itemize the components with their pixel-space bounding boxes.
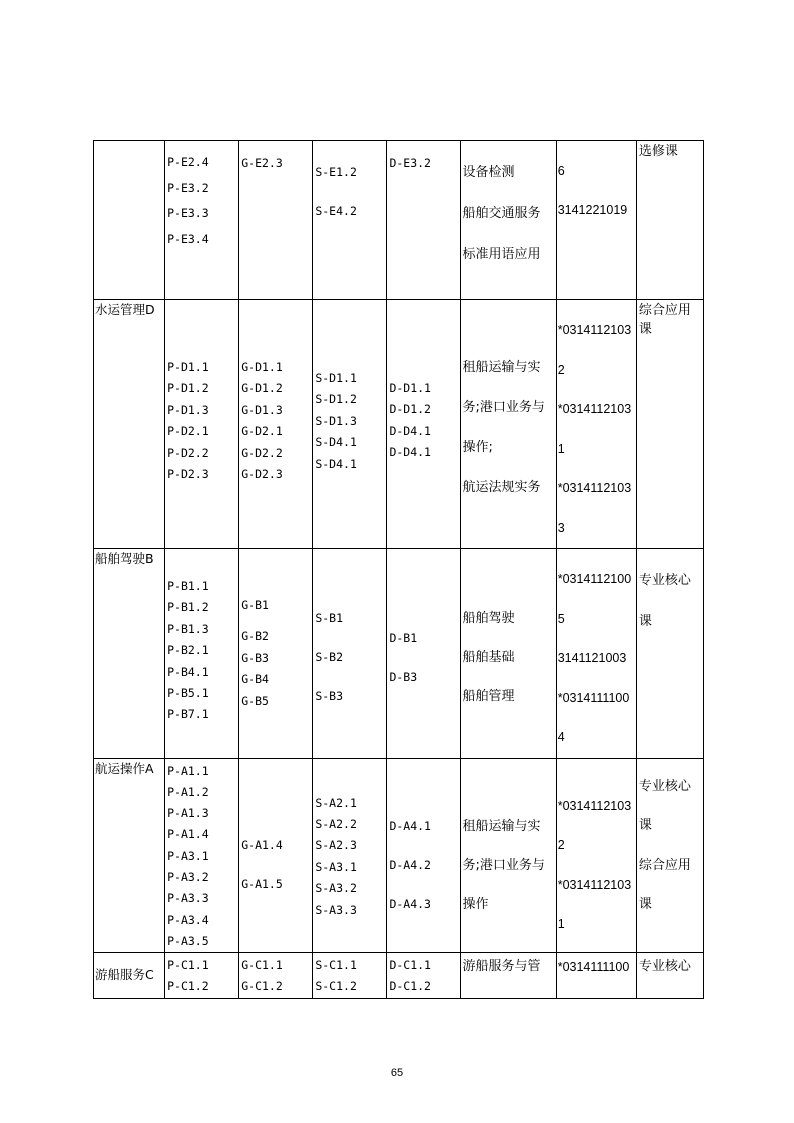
p-code: P-B1.3 [167, 621, 209, 636]
s-code: S-D1.2 [315, 392, 357, 407]
d-code: D-D1.1 [389, 381, 431, 395]
course-code-cell [556, 300, 636, 549]
course-type: 课 [638, 614, 652, 629]
course-type: 课 [638, 897, 652, 912]
g-code: G-B1 [241, 598, 269, 612]
d-codes-cell [387, 141, 460, 300]
course-code-cell [556, 953, 636, 999]
course-code: 3141121003 [557, 651, 627, 665]
s-code: S-E4.2 [315, 204, 357, 218]
course-type: 综合应用 [638, 857, 691, 873]
g-code: G-C1.2 [241, 979, 283, 994]
s-codes-cell [313, 141, 387, 300]
course-name: 船舶交通服务 [462, 206, 541, 221]
d-code: D-D1.2 [389, 402, 431, 417]
s-codes-cell [313, 953, 387, 999]
d-codes-cell [387, 953, 460, 999]
course-name: 船舶基础 [462, 650, 515, 665]
p-code: P-D2.2 [167, 445, 209, 460]
course-type-cell [636, 758, 703, 953]
p-code: P-D1.2 [167, 381, 209, 396]
course-type: 专业核心 [638, 778, 691, 794]
course-code: *0314112103 [557, 877, 632, 892]
g-code: G-D2.2 [241, 445, 283, 460]
p-codes-cell [165, 549, 239, 759]
p-code: P-A1.3 [167, 806, 209, 821]
curriculum-table [93, 140, 704, 999]
s-code: S-A2.1 [315, 795, 357, 810]
course-cell [460, 141, 556, 300]
s-code: S-B2 [315, 650, 344, 664]
area-cell [94, 758, 165, 953]
g-code: G-A1.5 [241, 876, 283, 891]
d-code: D-D4.1 [389, 423, 431, 438]
p-code: P-D2.3 [167, 467, 209, 482]
course-type: 专业核心 [638, 959, 691, 975]
course-name: 航运法规实务 [462, 480, 541, 495]
course-cell [460, 758, 556, 953]
table-row [94, 141, 704, 300]
course-code: *0314112103 [557, 481, 632, 495]
p-code: P-C1.2 [167, 979, 209, 994]
page-number: 65 [390, 1067, 404, 1079]
course-name: 船舶驾驶 [462, 611, 515, 626]
g-codes-cell [239, 300, 313, 549]
p-codes-cell [165, 758, 239, 953]
area-cell [94, 300, 165, 549]
table-row [94, 953, 704, 999]
s-code: S-D1.3 [315, 413, 357, 428]
course-name: 租船运输与实 [462, 818, 541, 834]
g-code: G-B4 [241, 672, 269, 687]
course-code: *0314112103 [557, 323, 632, 337]
p-code: P-A3.3 [167, 891, 209, 906]
p-code: P-A1.2 [167, 784, 209, 799]
course-code: 3141221019 [557, 203, 628, 217]
p-code: P-B1.2 [167, 600, 209, 615]
d-code: D-E3.2 [389, 156, 431, 170]
s-code: S-D1.1 [315, 371, 357, 385]
area-label: 航运操作A [95, 760, 154, 776]
course-code: 2 [557, 838, 565, 852]
course-type: 综合应用 [638, 303, 691, 318]
course-code: 2 [557, 362, 565, 377]
course-code: 6 [557, 164, 565, 178]
g-code: G-B2 [241, 629, 269, 644]
area-label: 游船服务C [95, 967, 154, 983]
course-code: *0314111100 [557, 960, 630, 975]
p-code: P-B4.1 [167, 664, 209, 679]
s-code: S-D4.1 [315, 435, 357, 450]
course-cell [460, 953, 556, 999]
area-cell [94, 549, 165, 759]
p-code: P-A3.4 [167, 912, 209, 927]
d-code: D-C1.2 [389, 979, 431, 994]
g-code: G-D1.1 [241, 360, 283, 374]
s-code: S-A2.2 [315, 816, 357, 831]
p-code: P-B7.1 [167, 707, 209, 722]
area-label: 船舶驾驶B [95, 551, 154, 566]
p-code: P-E3.3 [167, 206, 209, 220]
course-name: 游船服务与管 [462, 959, 541, 975]
course-name: 船舶管理 [462, 689, 515, 704]
g-code: G-B5 [241, 693, 269, 708]
course-type-cell [636, 549, 703, 759]
course-code: 1 [557, 441, 565, 456]
course-type: 课 [638, 322, 652, 337]
course-code: *0314112103 [557, 798, 632, 813]
g-code: G-C1.1 [241, 958, 283, 973]
course-type: 课 [638, 818, 652, 833]
d-code: D-C1.1 [389, 958, 431, 973]
s-code: S-B1 [315, 611, 344, 625]
course-code-cell [556, 758, 636, 953]
course-code: 3 [557, 520, 565, 535]
area-label: 水运管理D [95, 302, 155, 317]
p-code: P-A3.1 [167, 848, 209, 863]
p-code: P-B5.1 [167, 686, 209, 701]
course-code: 4 [557, 730, 565, 744]
course-code-cell [556, 549, 636, 759]
g-code: G-D1.3 [241, 402, 283, 417]
g-code: G-A1.4 [241, 837, 283, 852]
table-row [94, 549, 704, 759]
area-cell [94, 953, 165, 999]
course-type: 选修课 [638, 144, 678, 159]
p-code: P-D1.1 [167, 360, 209, 374]
course-cell [460, 549, 556, 759]
table-row [94, 758, 704, 953]
p-code: P-D2.1 [167, 424, 209, 439]
course-code: *0314112100 [557, 572, 632, 586]
table-row [94, 300, 704, 549]
course-name: 务;港口业务与 [462, 400, 545, 415]
s-codes-cell [313, 300, 387, 549]
s-code: S-D4.1 [315, 456, 357, 471]
course-type: 专业核心 [638, 573, 691, 588]
course-name: 标准用语应用 [462, 247, 541, 262]
p-code: P-B2.1 [167, 643, 209, 658]
p-code: P-A1.1 [167, 763, 209, 778]
g-code: G-D2.3 [241, 467, 283, 482]
p-code: P-A3.5 [167, 933, 209, 948]
d-code: D-B3 [389, 670, 418, 684]
p-code: P-A1.4 [167, 827, 209, 842]
area-cell [94, 141, 165, 300]
course-code: 1 [557, 917, 565, 931]
d-codes-cell [387, 758, 460, 953]
s-codes-cell [313, 758, 387, 953]
g-code: G-D2.1 [241, 424, 283, 439]
p-code: P-E3.2 [167, 180, 209, 195]
s-code: S-C1.1 [315, 958, 357, 973]
p-codes-cell [165, 141, 239, 300]
p-code: P-E2.4 [167, 155, 209, 169]
p-code: P-C1.1 [167, 958, 209, 973]
course-name: 租船运输与实 [462, 360, 541, 375]
course-code: 5 [557, 611, 565, 626]
p-codes-cell [165, 953, 239, 999]
p-codes-cell [165, 300, 239, 549]
g-code: G-D1.2 [241, 381, 283, 396]
p-code: P-B1.1 [167, 579, 209, 593]
course-name: 操作 [462, 896, 489, 912]
course-name: 操作; [462, 440, 493, 455]
g-codes-cell [239, 549, 313, 759]
p-code: P-D1.3 [167, 402, 209, 417]
p-code: P-E3.4 [167, 231, 209, 246]
d-code: D-A4.2 [389, 857, 431, 872]
s-code: S-A3.1 [315, 859, 357, 874]
course-code-cell [556, 141, 636, 300]
d-code: D-B1 [389, 631, 418, 645]
course-code: *0314112103 [557, 402, 632, 416]
course-name: 设备检测 [462, 165, 515, 180]
g-codes-cell [239, 758, 313, 953]
course-code: *0314111100 [557, 690, 630, 705]
s-code: S-A3.2 [315, 881, 357, 896]
d-codes-cell [387, 300, 460, 549]
s-code: S-C1.2 [315, 979, 357, 994]
s-codes-cell [313, 549, 387, 759]
g-code: G-E2.3 [241, 156, 283, 170]
g-code: G-B3 [241, 650, 269, 665]
d-code: D-A4.1 [389, 818, 431, 833]
course-type-cell [636, 300, 703, 549]
d-codes-cell [387, 549, 460, 759]
course-cell [460, 300, 556, 549]
course-name: 务;港口业务与 [462, 857, 545, 873]
g-codes-cell [239, 953, 313, 999]
p-code: P-A3.2 [167, 869, 209, 884]
course-type-cell [636, 141, 703, 300]
course-type-cell [636, 953, 703, 999]
d-code: D-D4.1 [389, 445, 431, 460]
s-code: S-B3 [315, 689, 344, 703]
s-code: S-A3.3 [315, 902, 357, 917]
d-code: D-A4.3 [389, 896, 431, 911]
g-codes-cell [239, 141, 313, 300]
s-code: S-A2.3 [315, 838, 357, 853]
s-code: S-E1.2 [315, 165, 357, 179]
